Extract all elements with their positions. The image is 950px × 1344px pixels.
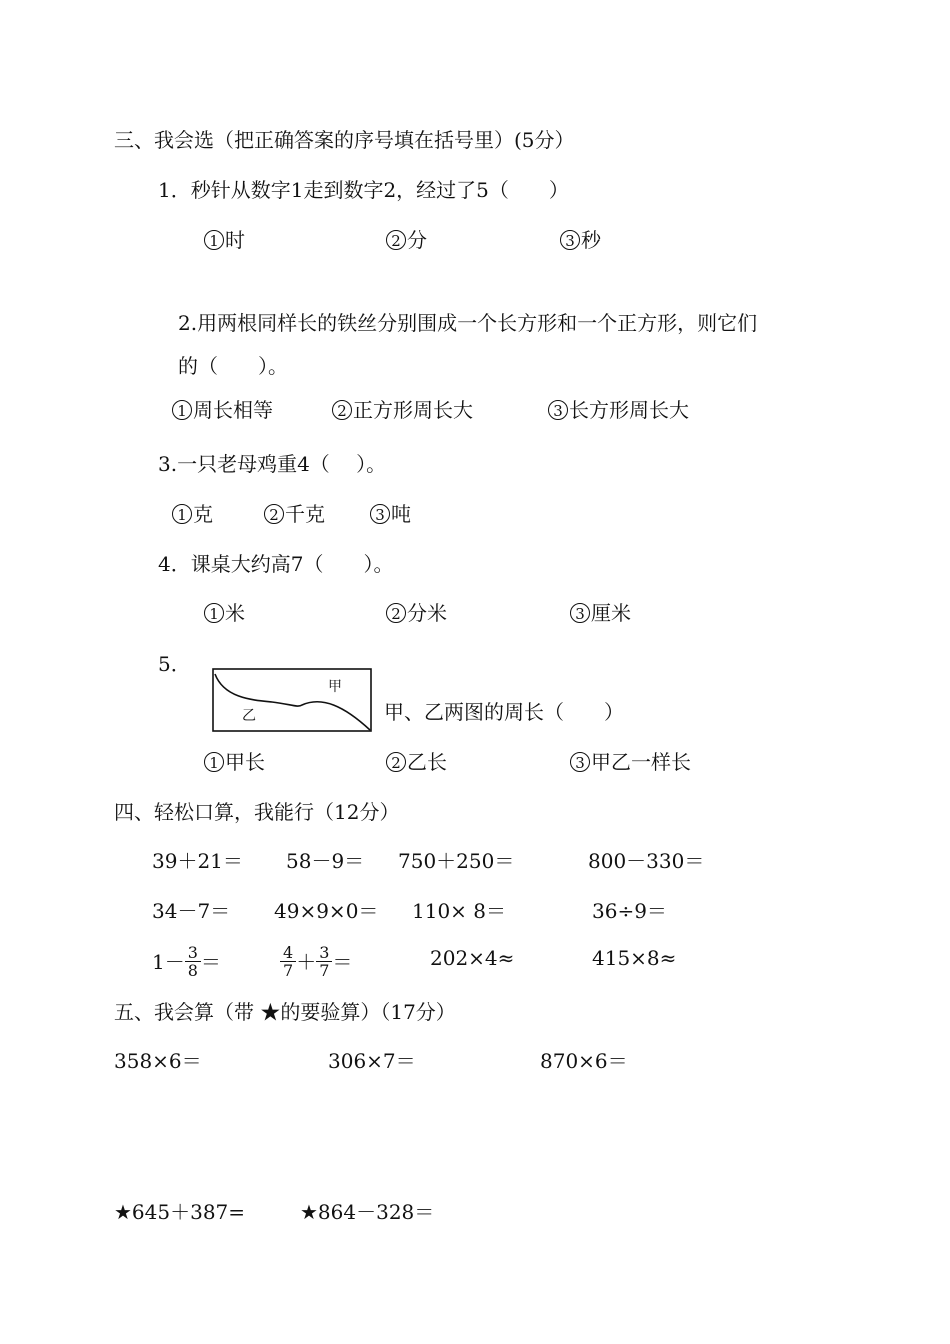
q5-option-2: 2 乙长 [386, 750, 447, 774]
q3-option-3: 3 吨 [370, 502, 411, 526]
calc-1: 39＋21＝ [152, 849, 243, 873]
calc-4: 800－330＝ [588, 849, 705, 873]
question-3: 3.一只老母鸡重4（ ）。 [158, 452, 387, 476]
work-5: ★864－328＝ [300, 1200, 435, 1224]
question-2-line-1: 2.用两根同样长的铁丝分别围成一个长方形和一个正方形，则它们 [178, 311, 758, 335]
fraction-3-7: $\frac{3}{7}$ [316, 944, 332, 979]
perimeter-figure [212, 668, 372, 732]
label-yi: 乙 [242, 708, 256, 724]
calc-5: 34－7＝ [152, 899, 231, 923]
section-4-title: 四、轻松口算，我能行（12分） [114, 800, 400, 824]
q4-option-3: 3 厘米 [570, 601, 631, 625]
question-2-line-2: 的（ ）。 [178, 354, 288, 378]
q1-option-3: 3 秒 [560, 228, 601, 252]
work-4: ★645＋387= [114, 1200, 246, 1224]
calc-2: 58－9＝ [286, 849, 365, 873]
label-jia: 甲 [328, 679, 342, 695]
section-3-title: 三、我会选（把正确答案的序号填在括号里）(5分） [114, 128, 575, 152]
calc-8: 36÷9＝ [592, 899, 667, 923]
q3-option-1: 1 克 [172, 502, 213, 526]
question-1: 1．秒针从数字1走到数字2，经过了5（ ） [158, 178, 569, 202]
q3-option-2: 2 千克 [264, 502, 325, 526]
calc-9: 1－ $\frac{3}{8}$ ＝ [152, 943, 221, 980]
fraction-3-8: $\frac{3}{8}$ [185, 944, 201, 979]
figure-curve [215, 674, 370, 730]
q5-option-3: 3 甲乙一样长 [570, 750, 691, 774]
q2-option-1: 1 周长相等 [172, 398, 273, 422]
q1-option-1: 1 时 [204, 228, 245, 252]
calc-12: 415×8≈ [592, 946, 677, 970]
q1-option-2: 2 分 [386, 228, 427, 252]
fraction-4-7: $\frac{4}{7}$ [280, 944, 296, 979]
section-5-title: 五、我会算（带 ★的要验算）（17分） [114, 1000, 456, 1024]
calc-10: $\frac{4}{7}$ ＋ $\frac{3}{7}$ ＝ [280, 946, 352, 981]
figure-rectangle [213, 669, 371, 731]
work-1: 358×6＝ [114, 1049, 202, 1073]
question-5: 甲、乙两图的周长（ ） [384, 700, 624, 724]
calc-3: 750＋250＝ [398, 849, 515, 873]
q5-option-1: 1 甲长 [204, 750, 265, 774]
q4-option-2: 2 分米 [386, 601, 447, 625]
work-3: 870×6＝ [540, 1049, 628, 1073]
question-4: 4．课桌大约高7（ ）。 [158, 552, 394, 576]
q2-option-2: 2 正方形周长大 [332, 398, 473, 422]
calc-11: 202×4≈ [430, 946, 515, 970]
calc-6: 49×9×0＝ [274, 899, 379, 923]
calc-7: 110× 8＝ [412, 899, 507, 923]
work-2: 306×7＝ [328, 1049, 416, 1073]
question-5-number: 5． [158, 652, 191, 676]
q2-option-3: 3 长方形周长大 [548, 398, 689, 422]
q4-option-1: 1 米 [204, 601, 245, 625]
